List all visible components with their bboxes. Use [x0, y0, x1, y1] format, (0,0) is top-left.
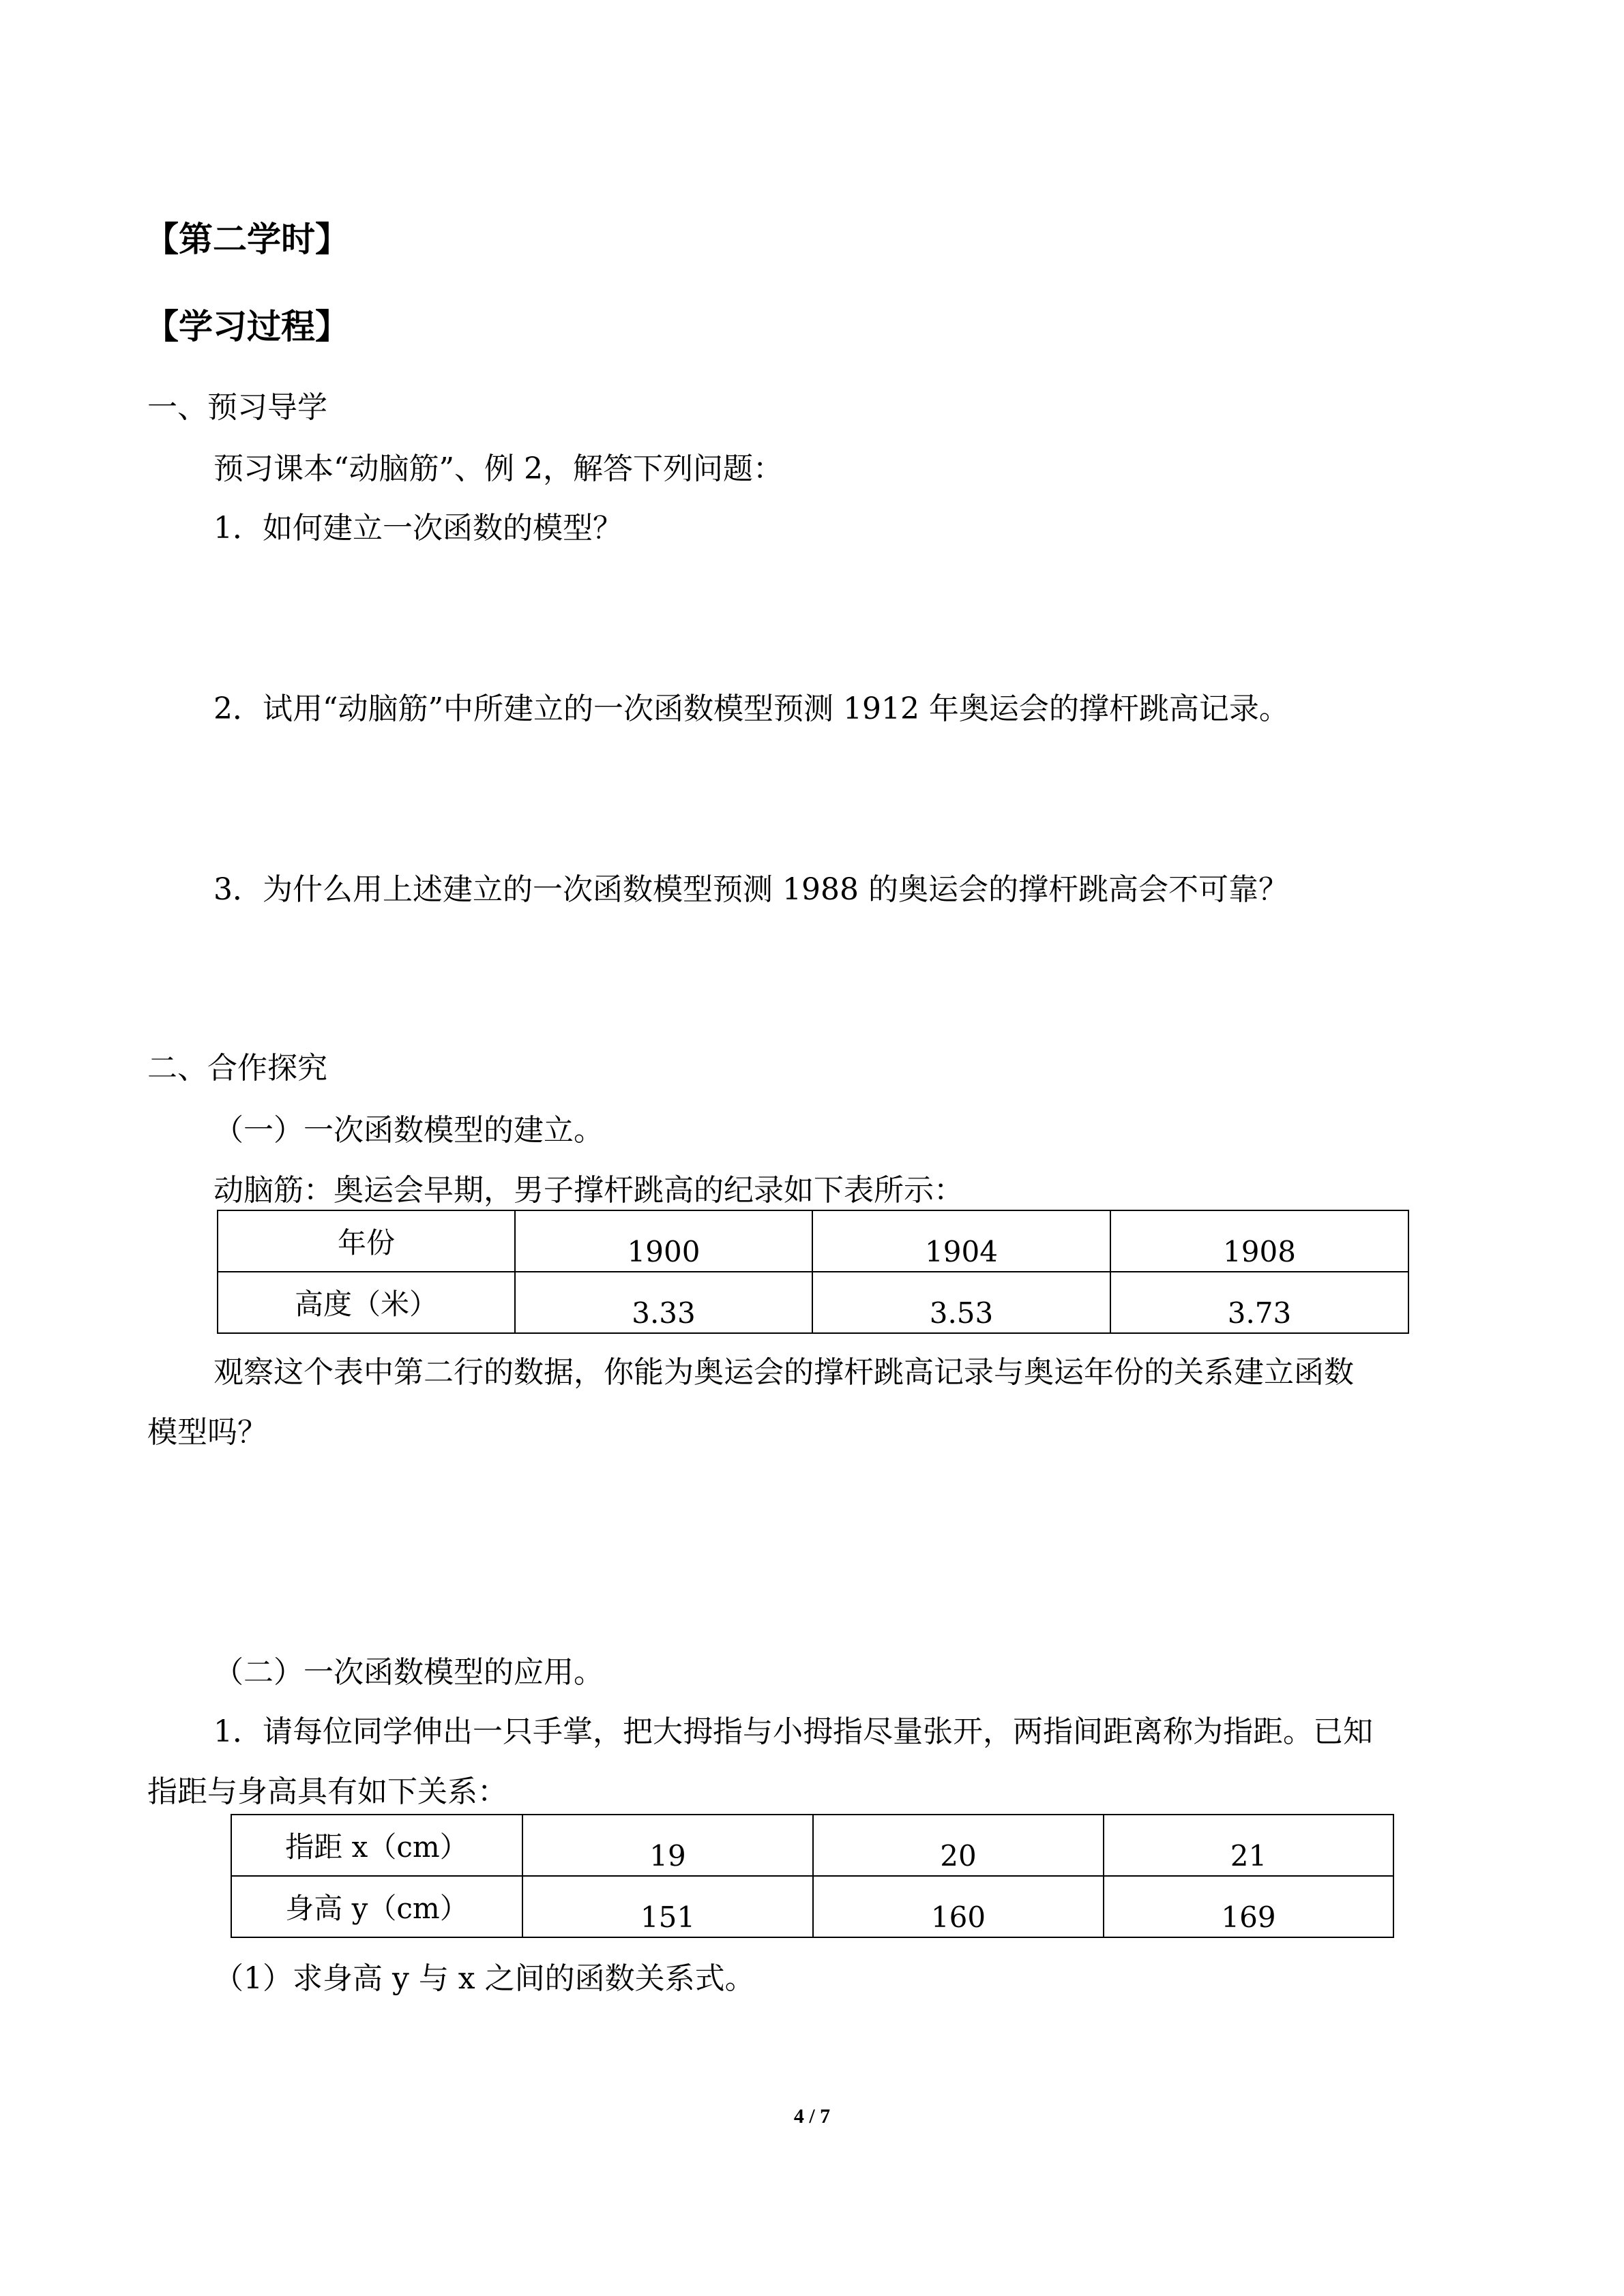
section-title-preview: 一、预习导学: [147, 390, 327, 425]
part1-question-line2: 模型吗？: [147, 1415, 267, 1450]
table-cell: 169: [1104, 1876, 1393, 1937]
table-cell: 3.53: [812, 1272, 1110, 1333]
table-cell: 高度（米）: [218, 1272, 515, 1333]
table-cell: 19: [522, 1815, 813, 1876]
part2-question-1-line1: 1．请每位同学伸出一只手掌，把大拇指与小拇指尽量张开，两指间距离称为指距。已知: [213, 1714, 1373, 1749]
question-2: 2．试用“动脑筋”中所建立的一次函数模型预测 1912 年奥运会的撑杆跳高记录。: [213, 691, 1289, 726]
page-number: 4 / 7: [793, 2105, 831, 2128]
part1-question-line1: 观察这个表中第二行的数据，你能为奥运会的撑杆跳高记录与奥运年份的关系建立函数: [213, 1355, 1354, 1390]
finger-span-table: [231, 1814, 1394, 1938]
table-cell: 1904: [812, 1210, 1110, 1272]
table-cell: 20: [813, 1815, 1104, 1876]
section-title-cooperation: 二、合作探究: [147, 1051, 327, 1086]
heading-period: 【第二学时】: [145, 220, 349, 259]
table-row: [231, 1815, 1393, 1876]
table-cell: 3.73: [1110, 1272, 1408, 1333]
table-row: [218, 1272, 1408, 1333]
table-cell: 151: [522, 1876, 813, 1937]
heading-learning-process: 【学习过程】: [145, 307, 349, 346]
table-cell: 1900: [515, 1210, 812, 1272]
part1-title: （一）一次函数模型的建立。: [213, 1113, 604, 1148]
part1-intro: 动脑筋：奥运会早期，男子撑杆跳高的纪录如下表所示：: [213, 1173, 964, 1208]
table-cell: 3.33: [515, 1272, 812, 1333]
preview-intro: 预习课本“动脑筋”、例 2，解答下列问题：: [213, 451, 783, 486]
pole-vault-table: [217, 1210, 1409, 1334]
part2-question-1-line2: 指距与身高具有如下关系：: [147, 1774, 507, 1809]
table-cell: 160: [813, 1876, 1104, 1937]
table-row: [231, 1876, 1393, 1937]
question-1: 1．如何建立一次函数的模型？: [213, 511, 623, 546]
table-cell: 指距 x（cm）: [231, 1815, 522, 1876]
table-cell: 年份: [218, 1210, 515, 1272]
part2-subquestion-1: （1）求身高 y 与 x 之间的函数关系式。: [213, 1961, 755, 1996]
part2-title: （二）一次函数模型的应用。: [213, 1655, 604, 1690]
table-cell: 身高 y（cm）: [231, 1876, 522, 1937]
table-row: [218, 1210, 1408, 1272]
table-cell: 21: [1104, 1815, 1393, 1876]
question-3: 3．为什么用上述建立的一次函数模型预测 1988 的奥运会的撑杆跳高会不可靠？: [213, 872, 1288, 907]
table-cell: 1908: [1110, 1210, 1408, 1272]
